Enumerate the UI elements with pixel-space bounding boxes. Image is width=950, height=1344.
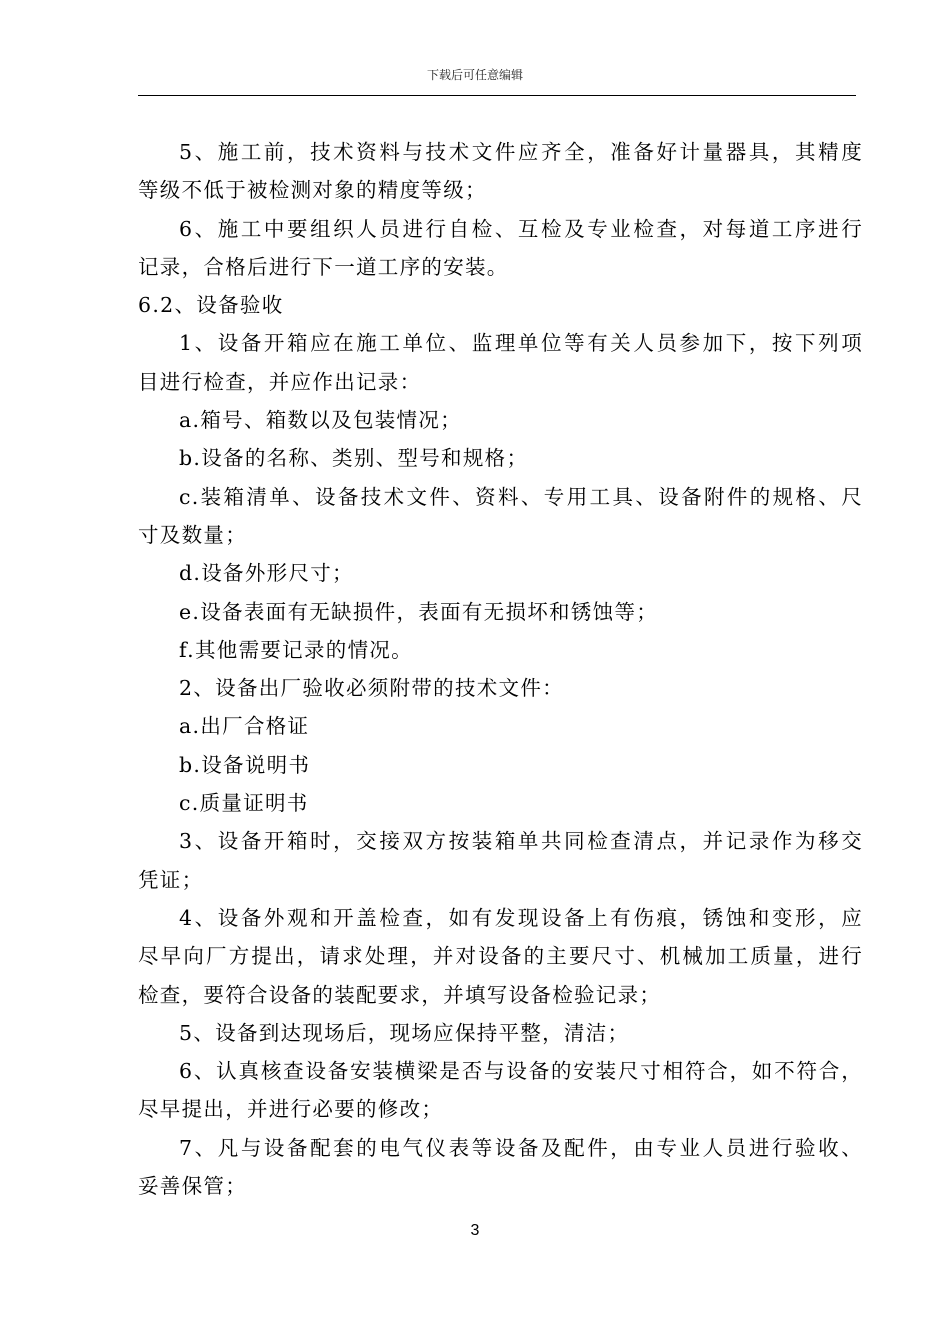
list-item: e.设备表面有无缺损件，表面有无损坏和锈蚀等； bbox=[179, 599, 659, 624]
paragraph-line: 凭证； bbox=[138, 867, 204, 892]
list-item: c.质量证明书 bbox=[179, 791, 309, 816]
paragraph-line: 记录，合格后进行下一道工序的安装。 bbox=[138, 254, 509, 279]
document-body bbox=[138, 133, 863, 1205]
paragraph-line: 4、设备外观和开盖检查，如有发现设备上有伤痕，锈蚀和变形，应 bbox=[179, 905, 863, 930]
paragraph-line: 尽早提出，并进行必要的修改； bbox=[138, 1097, 444, 1122]
list-item: a.出厂合格证 bbox=[179, 714, 310, 739]
paragraph-line: 尽早向厂方提出，请求处理，并对设备的主要尺寸、机械加工质量，进行 bbox=[138, 944, 863, 969]
paragraph-line: 等级不低于被检测对象的精度等级； bbox=[138, 178, 487, 203]
paragraph-line: 7、凡与设备配套的电气仪表等设备及配件，由专业人员进行验收、 bbox=[179, 1135, 863, 1160]
list-item: a.箱号、箱数以及包装情况； bbox=[179, 408, 462, 433]
list-item: f.其他需要记录的情况。 bbox=[179, 637, 413, 662]
list-item: b.设备说明书 bbox=[179, 752, 311, 777]
list-item: d.设备外形尺寸； bbox=[179, 561, 354, 586]
paragraph-line: 目进行检查，并应作出记录： bbox=[138, 369, 422, 394]
paragraph-line: 5、设备到达现场后，现场应保持平整，清洁； bbox=[179, 1020, 630, 1045]
page-header: 下载后可任意编辑 bbox=[426, 68, 523, 82]
paragraph-line: 1、设备开箱应在施工单位、监理单位等有关人员参加下，按下列项 bbox=[179, 331, 863, 356]
paragraph-line: 妥善保管； bbox=[138, 1174, 247, 1199]
list-item: b.设备的名称、类别、型号和规格； bbox=[179, 446, 529, 471]
paragraph-line: 6、施工中要组织人员进行自检、互检及专业检查，对每道工序进行 bbox=[179, 216, 863, 241]
paragraph-line: 寸及数量； bbox=[138, 522, 247, 547]
section-heading: 6.2、设备验收 bbox=[138, 293, 284, 318]
header-divider bbox=[138, 95, 856, 96]
paragraph-line: 检查，要符合设备的装配要求，并填写设备检验记录； bbox=[138, 982, 662, 1007]
paragraph-line: 3、设备开箱时，交接双方按装箱单共同检查清点，并记录作为移交 bbox=[179, 829, 863, 854]
paragraph-line: 2、设备出厂验收必须附带的技术文件： bbox=[179, 676, 564, 701]
list-item: c.装箱清单、设备技术文件、资料、专用工具、设备附件的规格、尺 bbox=[179, 484, 863, 509]
paragraph-line: 6、认真核查设备安装横梁是否与设备的安装尺寸相符合，如不符合， bbox=[179, 1059, 863, 1084]
page-number: 3 bbox=[470, 1222, 480, 1239]
paragraph-line: 5、施工前，技术资料与技术文件应齐全，准备好计量器具，其精度 bbox=[179, 140, 863, 164]
